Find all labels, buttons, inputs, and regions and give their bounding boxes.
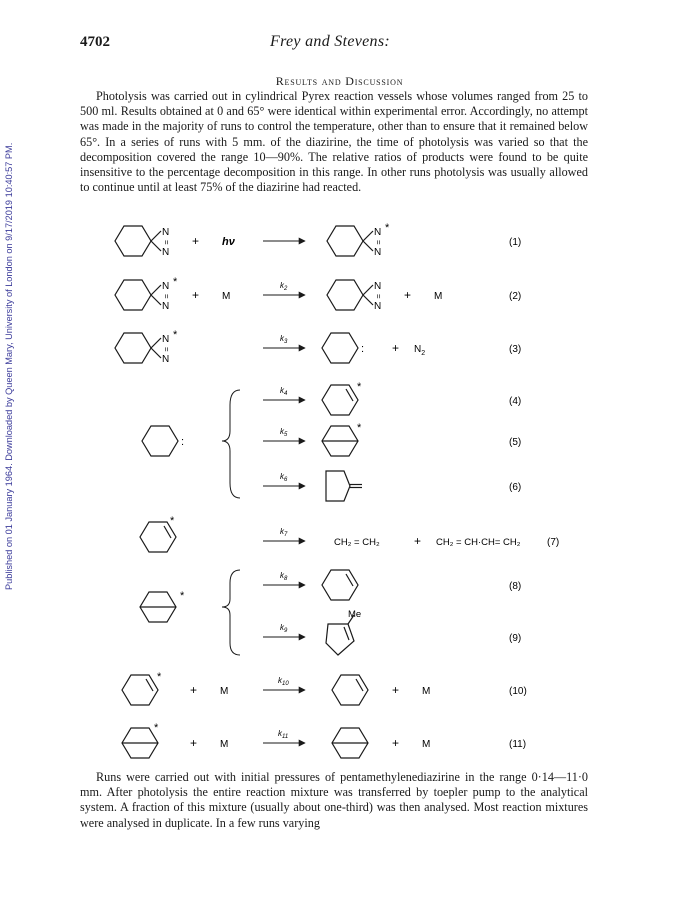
svg-text:*: *	[357, 422, 362, 434]
equation-label: (1)	[509, 237, 522, 248]
equation-label: (7)	[547, 537, 560, 548]
third-body: M	[220, 686, 229, 697]
rate-constant: $k_{10}$	[278, 676, 289, 687]
plus-sign: +	[404, 288, 412, 302]
excited-bicyclohexane-reactant	[140, 590, 185, 622]
brace	[222, 570, 240, 655]
plus-sign: +	[392, 736, 400, 750]
svg-text:N: N	[162, 247, 170, 258]
svg-text::: :	[361, 343, 365, 355]
svg-text:*: *	[154, 722, 159, 734]
svg-text:*: *	[180, 590, 185, 602]
third-body: M	[422, 686, 431, 697]
svg-text::: :	[181, 436, 185, 448]
equation-label: (3)	[509, 344, 522, 355]
svg-text:N: N	[374, 247, 382, 258]
brace	[222, 390, 240, 498]
svg-text:N: N	[162, 301, 170, 312]
bicyclohexane-stabilized	[332, 728, 368, 758]
paragraph-photolysis	[80, 89, 588, 195]
plus-sign: +	[192, 234, 200, 248]
paragraph-text: Runs were carried out with initial pressures of pentamethylenediazirine in the range 0·14—11·0 mm. After photolysis the entire reaction mixture was transferred by toepler pump to the analytical system. A fraction of this mixture (usually about one-third) was then analysed. Most reaction mixtures were analysed in duplicate. In a few runs varying	[80, 770, 588, 830]
rate-constant: $k_7$	[280, 527, 288, 538]
butadiene: CH₂ = CH·CH= CH₂	[436, 537, 521, 548]
carbene-reactant	[142, 426, 184, 456]
rate-constant: $k_4$	[280, 386, 288, 397]
plus-sign: +	[190, 736, 198, 750]
cyclohexene-excited	[322, 381, 362, 415]
rate-constant: $k_9$	[280, 623, 288, 634]
equation-label: (4)	[509, 396, 522, 407]
equation-label: (11)	[509, 739, 527, 750]
rate-constant: $k_2$	[280, 281, 288, 292]
rate-constant: $k_3$	[280, 334, 288, 345]
svg-text:*: *	[385, 222, 390, 234]
equation-label: (6)	[509, 482, 522, 493]
page-number: 4702	[80, 34, 110, 50]
rate-constant: $k_5$	[280, 427, 288, 438]
eq3-excited-diazirine	[115, 329, 178, 365]
svg-text:*: *	[173, 276, 178, 288]
excited-cyclohexene-reactant	[140, 515, 176, 552]
svg-text:N: N	[162, 227, 170, 238]
rate-constant: $k_6$	[280, 472, 288, 483]
svg-text:=: =	[162, 347, 171, 352]
third-body: M	[434, 291, 443, 302]
equation-label: (5)	[509, 437, 522, 448]
svg-text:N: N	[162, 281, 170, 292]
excited-bicyclohexane-quench	[122, 722, 159, 758]
plus-sign: +	[192, 288, 200, 302]
third-body: M	[422, 739, 431, 750]
svg-text:=: =	[162, 294, 171, 299]
light-quantum: hν	[222, 236, 235, 248]
svg-text:N: N	[374, 227, 382, 238]
plus-sign: +	[190, 683, 198, 697]
rate-constant: $k_8$	[280, 571, 288, 582]
excited-cyclohexene-quench	[122, 671, 162, 705]
nitrogen-product: $N_2$	[414, 344, 426, 357]
paragraph-runs	[80, 770, 588, 831]
svg-text:=: =	[374, 240, 383, 245]
methylenecyclopentane	[326, 471, 362, 501]
svg-text:=: =	[374, 294, 383, 299]
equation-label: (9)	[509, 633, 522, 644]
equation-label: (10)	[509, 686, 527, 697]
cyclohexene-product	[322, 570, 358, 600]
download-watermark: Published on 01 January 1964. Downloaded by Queen Mary, University of London on 9/17/2019 10:40:57 PM.	[4, 142, 14, 590]
svg-text:*: *	[357, 381, 362, 393]
svg-text:*: *	[157, 671, 162, 683]
plus-sign: +	[414, 534, 422, 548]
eq3-carbene	[322, 333, 364, 363]
paragraph-text: Photolysis was carried out in cylindrical Pyrex reaction vessels whose volumes ranged from 25 to 500 ml. Results obtained at 0 and 65° were identical within experimental error. Accordingly, no attempt was made in the majority of runs to control the temperature, other than to ensure that it remained below 65°. In a series of runs with 5 mm. of the diazirine, the time of photolysis was varied so that the decomposition covered the range 10—90%. The relative ratios of products were found to be quite insensitive to the percentage decomposition in this range. In other runs photolysis was usually allowed to continue until at least 75% of the diazirine had reacted.	[80, 89, 588, 195]
third-body: M	[220, 739, 229, 750]
svg-text:N: N	[374, 301, 382, 312]
equation-label: (8)	[509, 581, 522, 592]
svg-text:*: *	[173, 329, 178, 341]
methyl-group: Me	[348, 609, 362, 620]
eq1-diazirine	[115, 226, 171, 258]
third-body: M	[222, 291, 231, 302]
svg-text:=: =	[162, 240, 171, 245]
reaction-scheme	[0, 215, 679, 765]
eq2-diazirine	[327, 280, 383, 312]
svg-text:N: N	[162, 354, 170, 365]
svg-text:*: *	[170, 515, 175, 527]
svg-text:N: N	[162, 334, 170, 345]
ethylene: CH₂ = CH₂	[334, 537, 380, 548]
plus-sign: +	[392, 683, 400, 697]
plus-sign: +	[392, 341, 400, 355]
equation-label: (2)	[509, 291, 522, 302]
running-head: Frey and Stevens:	[270, 33, 391, 50]
methylcyclopentene	[326, 615, 354, 655]
rate-constant: $k_{11}$	[278, 729, 289, 740]
bicyclohexane-excited	[322, 422, 362, 456]
cyclohexene-stabilized	[332, 675, 368, 705]
svg-text:N: N	[374, 281, 382, 292]
eq1-excited-diazirine	[327, 222, 390, 258]
eq2-excited-diazirine	[115, 276, 178, 312]
section-heading: Results and Discussion	[275, 74, 404, 88]
